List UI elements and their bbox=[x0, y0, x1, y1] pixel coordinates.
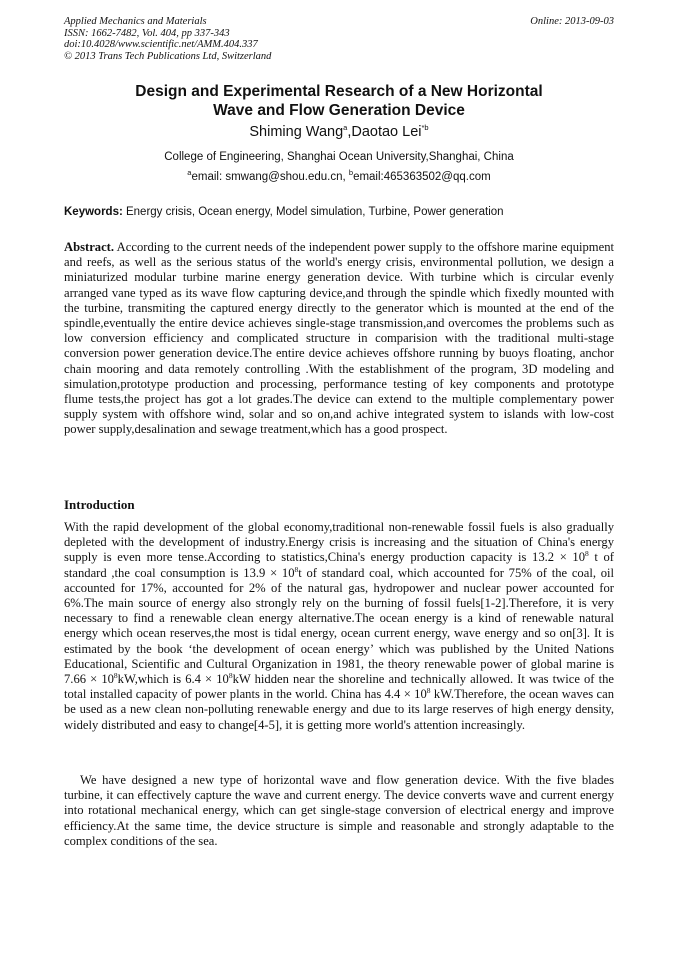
intro-sup-5: 8 bbox=[426, 686, 431, 696]
intro-text-b: t of standard ,the coal consumption is 13.9 × 10 bbox=[64, 550, 614, 580]
introduction-heading: Introduction bbox=[64, 497, 135, 512]
abstract-text: According to the current needs of the independent power supply to the offshore marine equipment and reefs, as well as the serious status of the world's energy crisis, environmental pollution, we design a miniaturized modular turbine marine energy generation device. With turbine which is circular evenly arranged vane typed as its wave flow capturing device,and through the spindle which fixedly mounted with the turbine, transmiting the captured energy directly to the generator which is mounted at the end of the spindle,eventually the entire device achieves single-stage transmission,and overcomes the problems such as low conversion efficiency and complicated structure in comparision with the traditional multi-stage conversion power generation device.The entire device achieves offshore running by buoys floating, anchor chain mooring and data remotely controlling .With the establishment of the program, 3D modeling and simulation,prototype production and processing, performance testing of key components and prototype flume tests,the project has got a lot grades.The device can extend to the multiple complementary power supply system with offshore wind, solar and so on,and achive integrated system to islands with low-cost power supply,desalination and sewage treatment,which has a good prospect. bbox=[64, 240, 614, 437]
intro-sup-3: 8 bbox=[113, 670, 118, 680]
intro-text-a: With the rapid development of the global economy,traditional non-renewable fossil fuels is also gradually depleted with the development of industry.Energy crisis is increasing and the situation of China's energy supply is even more tense.According to statistics,China's energy production capacity is 13.2 × 10 bbox=[64, 520, 614, 565]
email-a: email: smwang@shou.edu.cn, bbox=[191, 171, 349, 183]
abstract-label: Abstract. bbox=[64, 240, 115, 254]
journal-name: Applied Mechanics and Materials bbox=[64, 16, 207, 27]
intro-text-d: kW,which is 6.4 × 10 bbox=[117, 672, 229, 687]
email-line bbox=[64, 168, 614, 183]
keywords-text: Energy crisis, Ocean energy, Model simulation, Turbine, Power generation bbox=[122, 206, 504, 218]
keywords bbox=[64, 206, 614, 218]
title-line-1: Design and Experimental Research of a New Horizontal bbox=[135, 83, 543, 100]
introduction-paragraph-1 bbox=[64, 520, 614, 733]
copyright-line: © 2013 Trans Tech Publications Ltd, Switzerland bbox=[64, 50, 272, 62]
issn-line: ISSN: 1662-7482, Vol. 404, pp 337-343 bbox=[64, 27, 230, 39]
author-list bbox=[64, 124, 614, 140]
title-line-2: Wave and Flow Generation Device bbox=[213, 102, 465, 119]
author-2: ,Daotao Lei bbox=[347, 124, 422, 140]
email-b-mark: b bbox=[348, 168, 354, 178]
author-2-mark: *b bbox=[421, 123, 429, 133]
author-1: Shiming Wang bbox=[249, 124, 344, 140]
paper-title bbox=[64, 82, 614, 120]
abstract bbox=[64, 240, 614, 438]
affiliation: College of Engineering, Shanghai Ocean University,Shanghai, China bbox=[164, 151, 514, 163]
email-b: email:465363502@qq.com bbox=[353, 171, 491, 183]
intro-sup-2: 8 bbox=[294, 564, 299, 574]
intro-text-c: t of standard coal, which accounted for 75% of the coal, oil accounted for 17%, accounted for 2% of the natural gas, hydropower and nuclear power accounted for 6%.The main source of energy also strongly rely on the burning of fossil fuels[1-2].Therefore, it is very necessary to find a renewable clean energy alternative.The ocean energy is a kind of renewable natural energy which ocean reserves,the most is tidal energy, ocean current energy, wave energy and so on[3]. It is estimated by the book ‘the development of ocean energy’ which was published by the United Nations Educational, Scientific and Cultural Organization in 1981, the theory renewable power of global marine is 7.66 × 10 bbox=[64, 565, 614, 687]
journal-header bbox=[64, 16, 271, 62]
doi-line: doi:10.4028/www.scientific.net/AMM.404.337 bbox=[64, 39, 258, 51]
intro-text-e: kW hidden near the shoreline and technically allowed. It was twice of the total installed capacity of power plants in the world. China has 4.4 × 10 bbox=[64, 672, 614, 702]
intro-sup-4: 8 bbox=[228, 670, 233, 680]
author-1-mark: a bbox=[343, 123, 348, 133]
keywords-label: Keywords: bbox=[64, 206, 123, 218]
email-a-mark: a bbox=[187, 168, 192, 178]
introduction-paragraph-2: We have designed a new type of horizontal wave and flow generation device. With the five blades turbine, it can effectively capture the wave and current energy. The device converts wave and current energy into rotational mechanical energy, which can get single-stage conversion of electrical energy and improve efficiency.At the same time, the device structure is simple and reasonable and strongly adaptable to the complex conditions of the sea. bbox=[64, 773, 614, 848]
intro-sup-1: 8 bbox=[585, 549, 589, 559]
intro-text-f: kW.Therefore, the ocean waves can be used as a new clean non-polluting renewable energy and due to its large reserves of high energy density, widely distributed and easy to change[4-5], it is getting more world's attention increasingly. bbox=[64, 687, 614, 732]
online-date: Online: 2013-09-03 bbox=[530, 16, 614, 27]
